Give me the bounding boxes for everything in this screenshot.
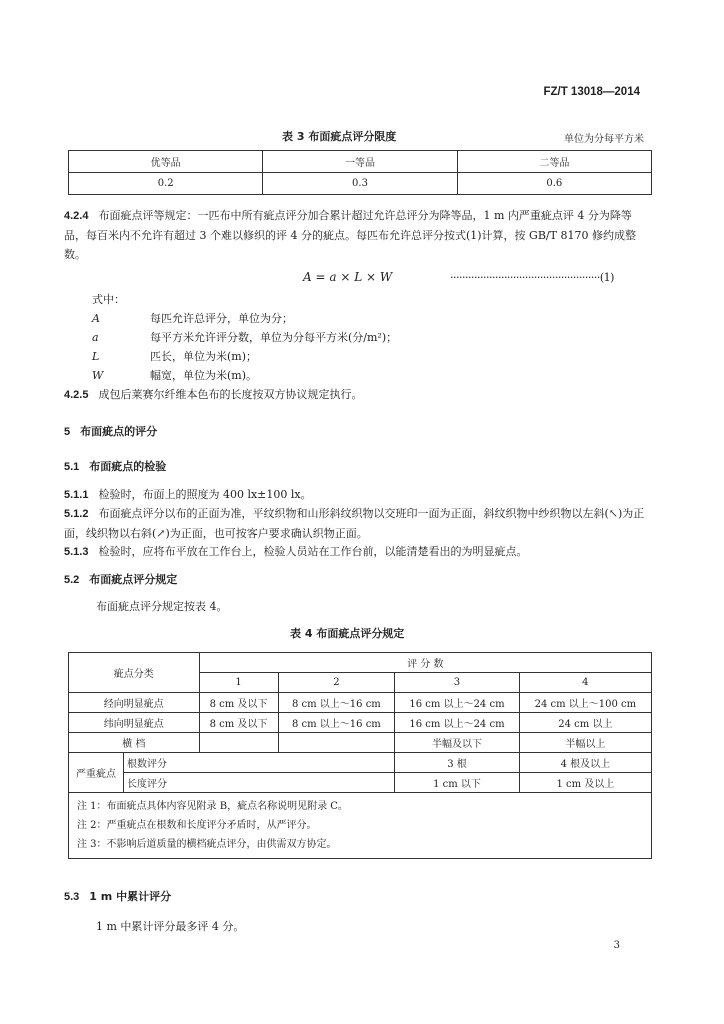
table3-title: 表 3 布面疵点评分限度 bbox=[282, 130, 397, 143]
table-row bbox=[69, 753, 652, 773]
section-5-2-text: 布面疵点评分规定按表 4。 bbox=[96, 600, 228, 613]
variable-item bbox=[92, 366, 677, 385]
row-label: 横 档 bbox=[69, 733, 200, 753]
table-cell: 24 cm 以上 bbox=[519, 713, 651, 733]
table-cell: 1 cm 以下 bbox=[395, 773, 519, 793]
table-cell: 半幅以上 bbox=[519, 733, 651, 753]
table3 bbox=[68, 150, 652, 195]
table-row bbox=[69, 733, 652, 753]
clause-4-2-4 bbox=[64, 206, 649, 264]
variable-item bbox=[92, 347, 677, 366]
table-cell: 16 cm 以上～24 cm bbox=[395, 693, 519, 713]
table-cell: 0.2 bbox=[69, 173, 263, 195]
clause-number: 5.2 bbox=[64, 574, 80, 586]
table-notes bbox=[69, 793, 652, 859]
section-5-1-heading bbox=[64, 457, 649, 477]
table-header: 二等品 bbox=[457, 151, 651, 173]
table-cell: 8 cm 以上～16 cm bbox=[278, 713, 395, 733]
section-5-3-text: 1 m 中累计评分最多评 4 分。 bbox=[96, 920, 245, 933]
table-cell: 3 根 bbox=[395, 753, 519, 773]
clause-number: 5.1.1 bbox=[64, 489, 89, 501]
row-label: 纬向明显疵点 bbox=[69, 713, 200, 733]
variable-list bbox=[92, 309, 677, 385]
heading-text: 布面疵点评分规定 bbox=[89, 573, 178, 586]
score-header: 1 bbox=[199, 673, 278, 693]
variable-desc: 匹长，单位为米(m)； bbox=[150, 350, 258, 363]
clause-4-2-5 bbox=[64, 385, 649, 405]
table-row bbox=[69, 773, 652, 793]
heading-text: 1 m 中累计评分 bbox=[89, 890, 172, 903]
clause-5-1-3 bbox=[64, 542, 649, 562]
table-cell: 半幅及以下 bbox=[395, 733, 519, 753]
clause-number: 5.1 bbox=[64, 461, 80, 473]
table-header: 优等品 bbox=[69, 151, 263, 173]
variable-symbol: a bbox=[92, 331, 99, 344]
heading-text: 布面疵点的检验 bbox=[89, 460, 167, 473]
variable-desc: 每匹允许总评分，单位为分； bbox=[150, 312, 293, 325]
table-cell: 8 cm 以上～16 cm bbox=[278, 693, 395, 713]
variable-symbol: A bbox=[92, 312, 100, 325]
clause-number: 5 bbox=[64, 426, 71, 438]
table4-title: 表 4 布面疵点评分规定 bbox=[290, 627, 405, 640]
section-5-2-heading bbox=[64, 570, 649, 590]
table-cell: 4 根及以上 bbox=[519, 753, 651, 773]
formula-label: ··················································(1) bbox=[450, 271, 614, 284]
variable-desc: 幅宽，单位为米(m)。 bbox=[150, 369, 258, 382]
variable-symbol: W bbox=[92, 369, 104, 382]
row-label: 严重疵点 bbox=[69, 753, 124, 793]
clause-text: 检验时，应将布平放在工作台上，检验人员站在工作台前，以能清楚看出的为明显疵点。 bbox=[98, 545, 528, 558]
formula: A = a × L × W bbox=[303, 270, 393, 284]
note: 注 3：不影响后道质量的横档疵点评分，由供需双方协定。 bbox=[77, 839, 337, 850]
row-label: 经向明显疵点 bbox=[69, 693, 200, 713]
table-cell: 0.6 bbox=[457, 173, 651, 195]
clause-number: 5.3 bbox=[64, 891, 80, 903]
clause-number: 4.2.5 bbox=[64, 389, 89, 401]
clause-number: 5.1.2 bbox=[64, 508, 89, 520]
table4 bbox=[68, 652, 652, 859]
table-row bbox=[69, 693, 652, 713]
table-header: 一等品 bbox=[263, 151, 457, 173]
clause-text: 成包后莱赛尔纤维本色布的长度按双方协议规定执行。 bbox=[98, 388, 363, 401]
clause-number: 4.2.4 bbox=[64, 210, 89, 222]
table-header: 疵点分类 bbox=[69, 653, 200, 693]
score-header: 3 bbox=[395, 673, 519, 693]
variable-item bbox=[92, 309, 677, 328]
table-cell: 8 cm 及以下 bbox=[199, 713, 278, 733]
table-cell: 8 cm 及以下 bbox=[199, 693, 278, 713]
row-sublabel: 长度评分 bbox=[124, 773, 395, 793]
table-header: 评 分 数 bbox=[199, 653, 651, 673]
table-row bbox=[69, 713, 652, 733]
clause-5-1-2 bbox=[64, 504, 649, 543]
clause-number: 5.1.3 bbox=[64, 546, 89, 558]
heading-text: 布面疵点的评分 bbox=[80, 425, 158, 438]
table-cell: 24 cm 以上～100 cm bbox=[519, 693, 651, 713]
table3-unit: 单位为分每平方米 bbox=[564, 134, 644, 145]
section-5-heading bbox=[64, 422, 649, 442]
table-cell: 16 cm 以上～24 cm bbox=[395, 713, 519, 733]
variable-item bbox=[92, 328, 677, 347]
where-label: 式中： bbox=[92, 293, 125, 306]
clause-5-1-1 bbox=[64, 485, 649, 505]
table-cell: 0.3 bbox=[263, 173, 457, 195]
clause-text: 布面疵点评等规定：一匹布中所有疵点评分加合累计超过允许总评分为降等品，1 m 内严重疵点评 4 分为降等品，每百米内不允许有超过 3 个难以修织的评 4 分的疵点。每匹布允许总评分按式(1)计算，按 GB/T 8170 修约成整数。 bbox=[64, 209, 636, 261]
standard-number: FZ/T 13018—2014 bbox=[543, 86, 640, 98]
note: 注 1：布面疵点具体内容见附录 B，疵点名称说明见附录 C。 bbox=[77, 801, 348, 812]
row-sublabel: 根数评分 bbox=[124, 753, 395, 773]
section-5-3-heading bbox=[64, 887, 649, 907]
score-header: 2 bbox=[278, 673, 395, 693]
variable-desc: 每平方米允许评分数，单位为分每平方米(分/m²)； bbox=[150, 331, 398, 344]
clause-text: 检验时，布面上的照度为 400 lx±100 lx。 bbox=[98, 488, 312, 501]
table-cell: 1 cm 及以上 bbox=[519, 773, 651, 793]
variable-symbol: L bbox=[92, 350, 100, 363]
score-header: 4 bbox=[519, 673, 651, 693]
note: 注 2：严重疵点在根数和长度评分矛盾时，从严评分。 bbox=[77, 820, 317, 831]
page-number: 3 bbox=[613, 940, 620, 951]
clause-text: 布面疵点评分以布的正面为准，平纹织物和山形斜纹织物以交班印一面为正面，斜纹织物中纱织物以左斜(↖)为正面，线织物以右斜(↗)为正面，也可按客户要求确认织物正面。 bbox=[64, 507, 645, 540]
